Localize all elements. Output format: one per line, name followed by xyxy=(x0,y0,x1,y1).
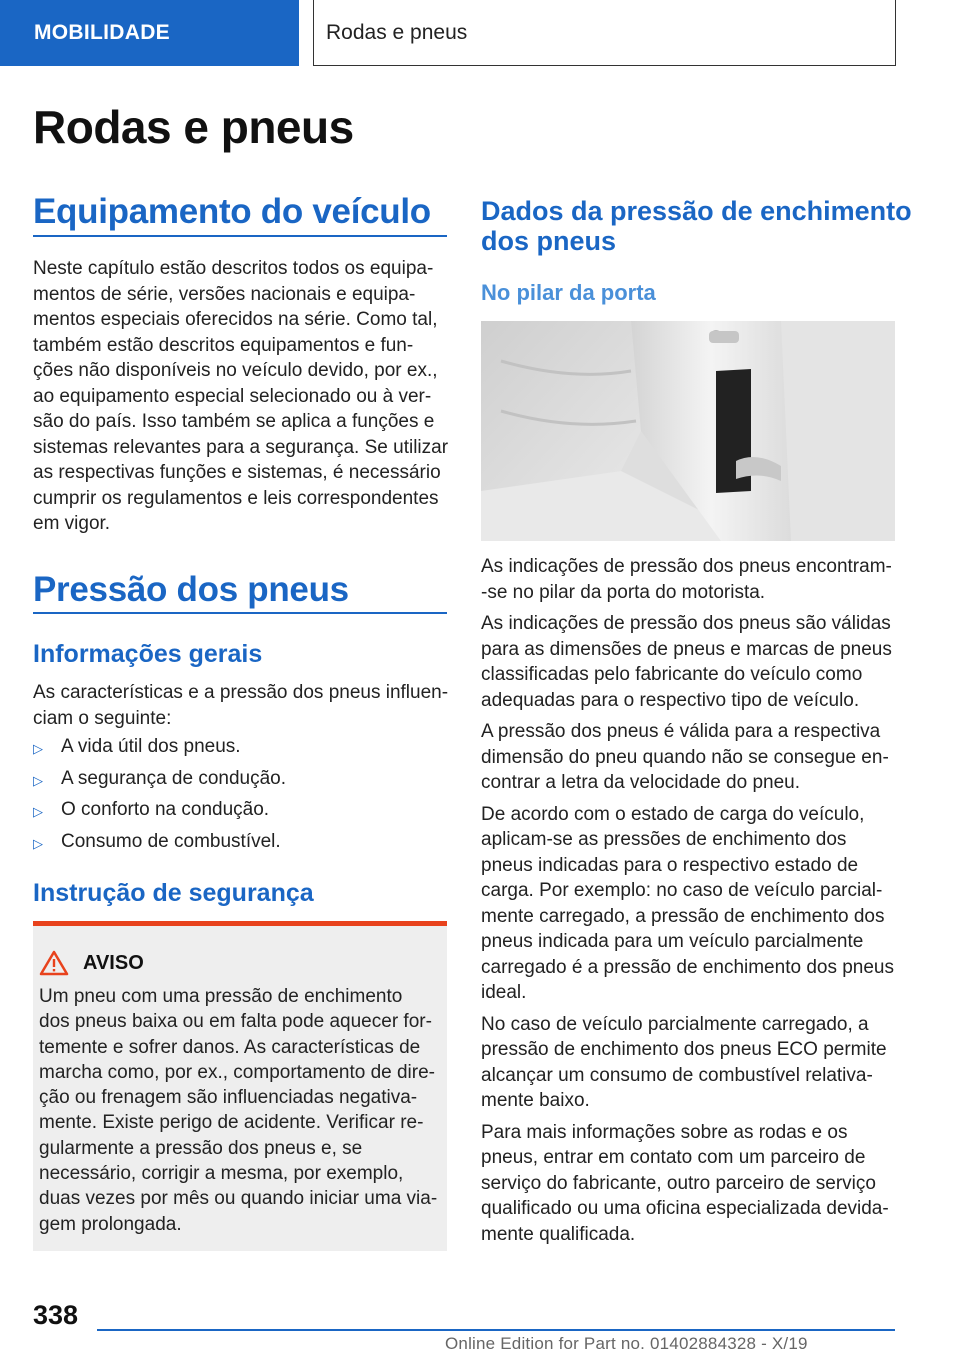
text-line: são do país. Isso também se aplica a funções e xyxy=(33,411,435,432)
text-line: Para mais informações sobre as rodas e os xyxy=(481,1121,848,1143)
text-line: mente carregado, a pressão de enchimento dos xyxy=(481,905,885,927)
text-line: temente e sofrer danos. As características de xyxy=(39,1036,421,1058)
equipment-heading: Equipamento do veículo xyxy=(33,192,431,231)
text-line: necessário, corrigir a mesma, por exemplo, xyxy=(39,1163,404,1185)
text-line: dos pneus baixa ou em falta pode aquecer for- xyxy=(39,1011,432,1033)
warning-title-text: AVISO xyxy=(83,951,144,974)
text-line: sistemas relevantes para a segurança. Se utilizar xyxy=(33,436,449,458)
text-line: mente qualificada. xyxy=(481,1223,636,1245)
text-line: ideal. xyxy=(481,982,527,1003)
text-line: -se no pilar da porta do motorista. xyxy=(481,581,766,603)
text-line: em vigor. xyxy=(33,513,111,534)
list-item-text: A vida útil dos pneus. xyxy=(61,736,241,757)
text-line: carregado é a pressão de enchimento dos pneus xyxy=(481,956,894,978)
footer-rule xyxy=(97,1329,895,1331)
text-line: mente baixo. xyxy=(481,1090,590,1111)
text-line: As indicações de pressão dos pneus são válidas xyxy=(481,613,891,634)
text-line: alcançar um consumo de combustível relativa- xyxy=(481,1064,873,1086)
safety-heading: Instrução de segurança xyxy=(33,879,314,907)
general-info-heading: Informações gerais xyxy=(33,640,263,668)
text-line: as respectivas funções e sistemas, é necessário xyxy=(33,462,441,483)
text-line: No caso de veículo parcialmente carregado, a xyxy=(481,1013,869,1035)
text-line: pneus indicadas para o respectivo estado de xyxy=(481,854,859,876)
pressure-data-heading xyxy=(481,196,912,256)
text-line: para as dimensões de pneus e marcas de pneus xyxy=(481,638,892,660)
warning-title xyxy=(33,950,144,976)
list-item xyxy=(33,766,286,794)
bullet-triangle-icon: ▷ xyxy=(33,772,43,788)
text-line: serviço do fabricante, outro parceiro de serviço xyxy=(481,1172,876,1194)
text-line: Um pneu com uma pressão de enchimento xyxy=(39,986,403,1007)
door-pillar-photo xyxy=(481,321,895,541)
text-line: adequadas para o respectivo tipo de veículo. xyxy=(481,689,860,711)
bullet-triangle-icon: ▷ xyxy=(33,741,43,756)
warning-triangle-icon xyxy=(39,950,69,976)
text-line: qualificado ou uma oficina especializada devida- xyxy=(481,1198,889,1219)
text-line: mentos especiais oferecidos na série. Como tal, xyxy=(33,309,438,330)
section-tab: MOBILIDADE xyxy=(0,0,299,66)
bullet-triangle-icon: ▷ xyxy=(33,835,43,851)
text-line: mentos de série, versões nacionais e equipa- xyxy=(33,283,416,305)
warning-box xyxy=(33,921,447,1251)
door-pillar-illustration xyxy=(481,321,895,541)
text-line: pressão de enchimento dos pneus ECO permite xyxy=(481,1039,887,1060)
text-line: dimensão do pneu quando não se consegue en- xyxy=(481,746,889,768)
text-line: ao equipamento especial selecionado ou à ver- xyxy=(33,385,432,407)
edition-note: Online Edition for Part no. 01402884328 - X/19 xyxy=(445,1334,808,1353)
warning-text xyxy=(39,984,439,1237)
tire-pressure-heading-rule xyxy=(33,612,447,614)
text-line: cumprir os regulamentos e leis correspondentes xyxy=(33,487,439,509)
text-line: pneus, entrar em contato com um parceiro de xyxy=(481,1147,866,1168)
text-line: carga. Por exemplo: no caso de veículo parcial- xyxy=(481,880,883,901)
door-pillar-heading: No pilar da porta xyxy=(481,280,656,305)
text-line: contrar a letra da velocidade do pneu. xyxy=(481,772,800,793)
text-line: duas vezes por mês ou quando iniciar uma via- xyxy=(39,1188,438,1210)
text-line: classificadas pelo fabricante do veículo como xyxy=(481,664,863,685)
text-line: aplicam-se as pressões de enchimento dos xyxy=(481,829,847,850)
list-item xyxy=(33,797,269,825)
chapter-tab: Rodas e pneus xyxy=(313,0,896,66)
pressure-data-heading-line-1: Dados da pressão de enchimento xyxy=(481,196,912,226)
text-line: As características e a pressão dos pneus influen- xyxy=(33,682,449,703)
text-line: As indicações de pressão dos pneus encontram- xyxy=(481,556,892,577)
page-header xyxy=(0,0,960,66)
text-line: marcha como, por ex., comportamento de dire- xyxy=(39,1061,436,1083)
text-line: ciam o seguinte: xyxy=(33,707,172,729)
list-item xyxy=(33,829,281,857)
text-line: ção ou frenagem são influenciadas negativa- xyxy=(39,1087,418,1109)
text-line: também estão descritos equipamentos e fun- xyxy=(33,334,414,356)
bullet-triangle-icon: ▷ xyxy=(33,804,43,819)
list-item-text: Consumo de combustível. xyxy=(61,830,281,852)
text-line: De acordo com o estado de carga do veículo, xyxy=(481,803,865,825)
text-line: gem prolongada. xyxy=(39,1213,182,1235)
text-line: ções não disponíveis no veículo devido, por ex., xyxy=(33,360,438,381)
text-line: mente. Existe perigo de acidente. Verificar re- xyxy=(39,1112,424,1134)
text-line: gularmente a pressão dos pneus e, se xyxy=(39,1137,363,1159)
text-line: Neste capítulo estão descritos todos os equipa- xyxy=(33,258,434,279)
list-item xyxy=(33,734,241,762)
page-number: 338 xyxy=(33,1300,79,1330)
list-item-text: O conforto na condução. xyxy=(61,799,270,820)
list-item-text: A segurança de condução. xyxy=(61,767,287,789)
equipment-heading-rule xyxy=(33,235,447,237)
tire-pressure-heading: Pressão dos pneus xyxy=(33,570,349,609)
page-title: Rodas e pneus xyxy=(33,101,354,153)
pressure-data-heading-line-2: dos pneus xyxy=(481,226,617,256)
text-line: A pressão dos pneus é válida para a respectiva xyxy=(481,721,881,742)
text-line: pneus indicada para um veículo parcialmente xyxy=(481,931,864,952)
